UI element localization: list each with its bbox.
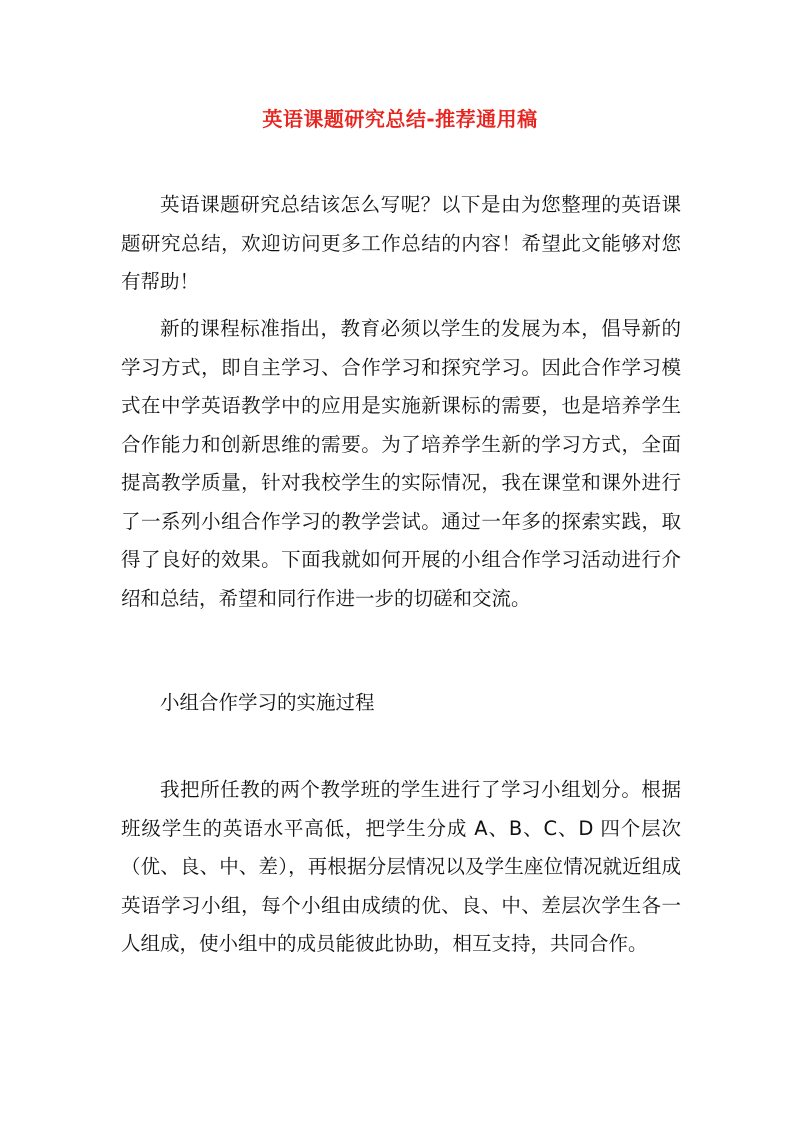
section-heading: 小组合作学习的实施过程: [160, 691, 375, 714]
intro-paragraph: 英语课题研究总结该怎么写呢？以下是由为您整理的英语课题研究总结，欢迎访问更多工作总结的内容！希望此文能够对您有帮助！: [121, 193, 681, 293]
body-paragraph: 新的课程标准指出，教育必须以学生的发展为本，倡导新的学习方式，即自主学习、合作学习和探究学习。因此合作学习模式在中学英语教学中的应用是实施新课标的需要，也是培养学生合作能力和创新思维的需要。为了培养学生新的学习方式，全面提高教学质量，针对我校学生的实际情况，我在课堂和课外进行了一系列小组合作学习的教学尝试。通过一年多的探索实践，取得了良好的效果。下面我就如何开展的小组合作学习活动进行介绍和总结，希望和同行作进一步的切磋和交流。: [121, 317, 681, 610]
section-paragraph: 我把所任教的两个教学班的学生进行了学习小组划分。根据班级学生的英语水平高低，把学生分成 A、B、C、D 四个层次（优、良、中、差），再根据分层情况以及学生座位情况就近组成英语学习小组，每个小组由成绩的优、良、中、差层次学生各一人组成，使小组中的成员能彼此协助，相互支持，共同合作。: [121, 778, 681, 955]
document-title: 英语课题研究总结-推荐通用稿: [262, 107, 538, 131]
